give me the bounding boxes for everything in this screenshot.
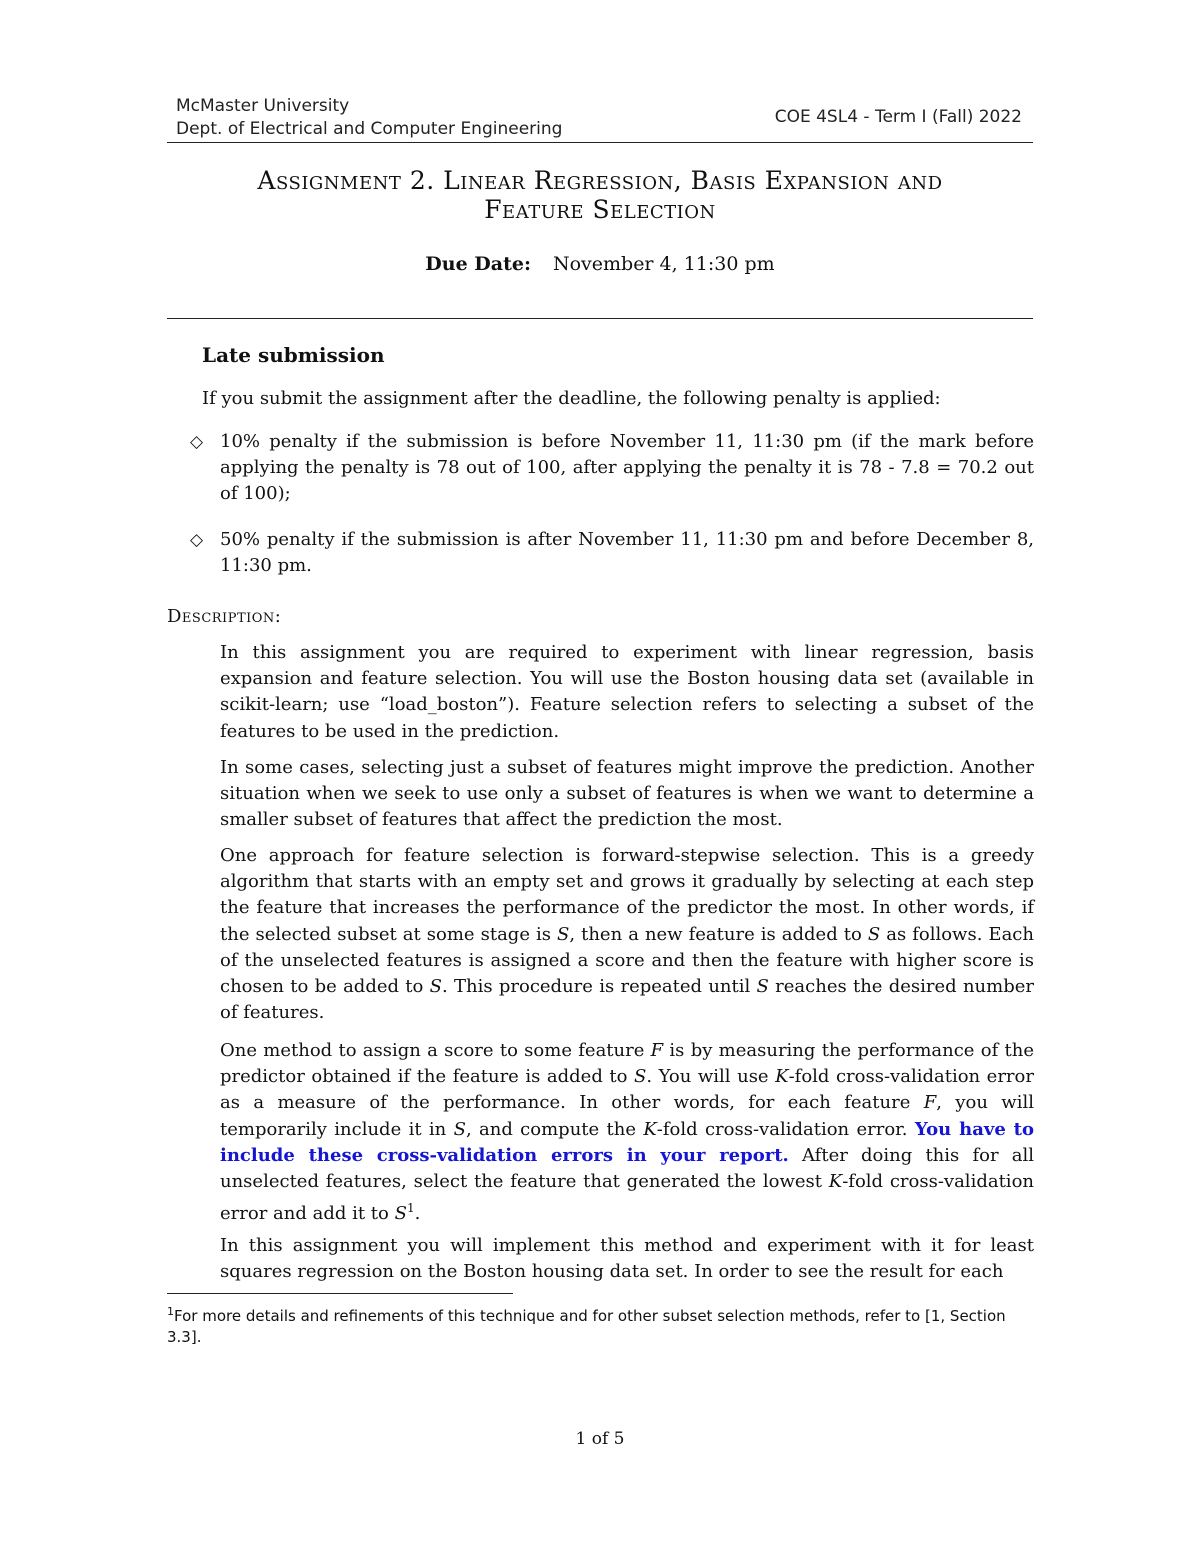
assignment-title-line1: Assignment 2. Linear Regression, Basis Expansion and <box>257 166 943 195</box>
due-date <box>167 253 1033 275</box>
university-name: McMaster University <box>176 96 350 116</box>
department-name: Dept. of Electrical and Computer Engineering <box>176 119 563 139</box>
due-date-label: Due Date: <box>425 253 531 275</box>
late-penalty-10: 10% penalty if the submission is before November 11, 11:30 pm (if the mark before applying the penalty is 78 out of 100, after applying the penalty it is 78 - 7.8 = 70.2 out of 100); <box>220 431 1034 505</box>
report-requirement-highlight: You have to include these cross-validation errors in your report. <box>220 1118 1034 1166</box>
late-penalty-50: 50% penalty if the submission is after November 11, 11:30 pm and before December 8, 11:30 pm. <box>220 529 1034 577</box>
due-date-value: November 4, 11:30 pm <box>552 253 775 275</box>
footnote <box>167 1301 1033 1348</box>
footnote-rule <box>167 1293 513 1294</box>
footnote-reference[interactable]: 1 <box>406 1201 415 1216</box>
description-paragraph-3: One approach for feature selection is forward-stepwise selection. This is a greedy algorithm that starts with an empty set and grows it gradually by selecting at each step the feature that increases the performance of the predictor the most. In other words, if the selected subset at some stage is S, then a new feature is added to S as follows. Each of the unselected features is assigned a score and then the feature with higher score is chosen to be added to S. This procedure is repeated until S reaches the desired number of features. <box>220 845 1034 1024</box>
page-number: 1 of 5 <box>575 1429 625 1449</box>
description-paragraph-2: In some cases, selecting just a subset of features might improve the prediction. Another situation when we seek to use only a subset of features is when we want to determine a smaller subset of features that affect the prediction the most. <box>220 757 1034 831</box>
description-paragraph-1: In this assignment you are required to experiment with linear regression, basis expansion and feature selection. You will use the Boston housing data set (available in scikit-learn; use “load_boston”). Feature selection refers to selecting a subset of the features to be used in the prediction. <box>220 642 1034 742</box>
header-rule <box>167 142 1033 143</box>
course-term: COE 4SL4 - Term I (Fall) 2022 <box>774 107 1022 127</box>
diamond-bullet-icon: ◇ <box>190 432 204 452</box>
footnote-mark: 1 <box>167 1305 174 1318</box>
footnote-text: For more details and refinements of this technique and for other subset selection methods, refer to [1, Section 3.3]. <box>167 1307 1006 1346</box>
late-submission-heading: Late submission <box>202 343 385 367</box>
late-intro: If you submit the assignment after the deadline, the following penalty is applied: <box>202 388 941 409</box>
title-rule <box>167 318 1033 319</box>
description-paragraph-5: In this assignment you will implement this method and experiment with it for least squares regression on the Boston housing data set. In order to see the result for each <box>220 1235 1034 1283</box>
description-heading: Description: <box>167 606 282 627</box>
description-paragraph-4: One method to assign a score to some feature F is by measuring the performance of the predictor obtained if the feature is added to S. You will use K-fold cross-validation error as a measure of the performance. In other words, for each feature F, you will temporarily include it in S, and compute the K-fold cross-validation error. You have to include these cross-validation errors in your report. After doing this for all unselected features, select the feature that generated the lowest K-fold cross-validation error and add it to $S^1$. <box>220 1040 1034 1225</box>
assignment-title-line2: Feature Selection <box>484 195 716 224</box>
diamond-bullet-icon: ◇ <box>190 530 204 550</box>
